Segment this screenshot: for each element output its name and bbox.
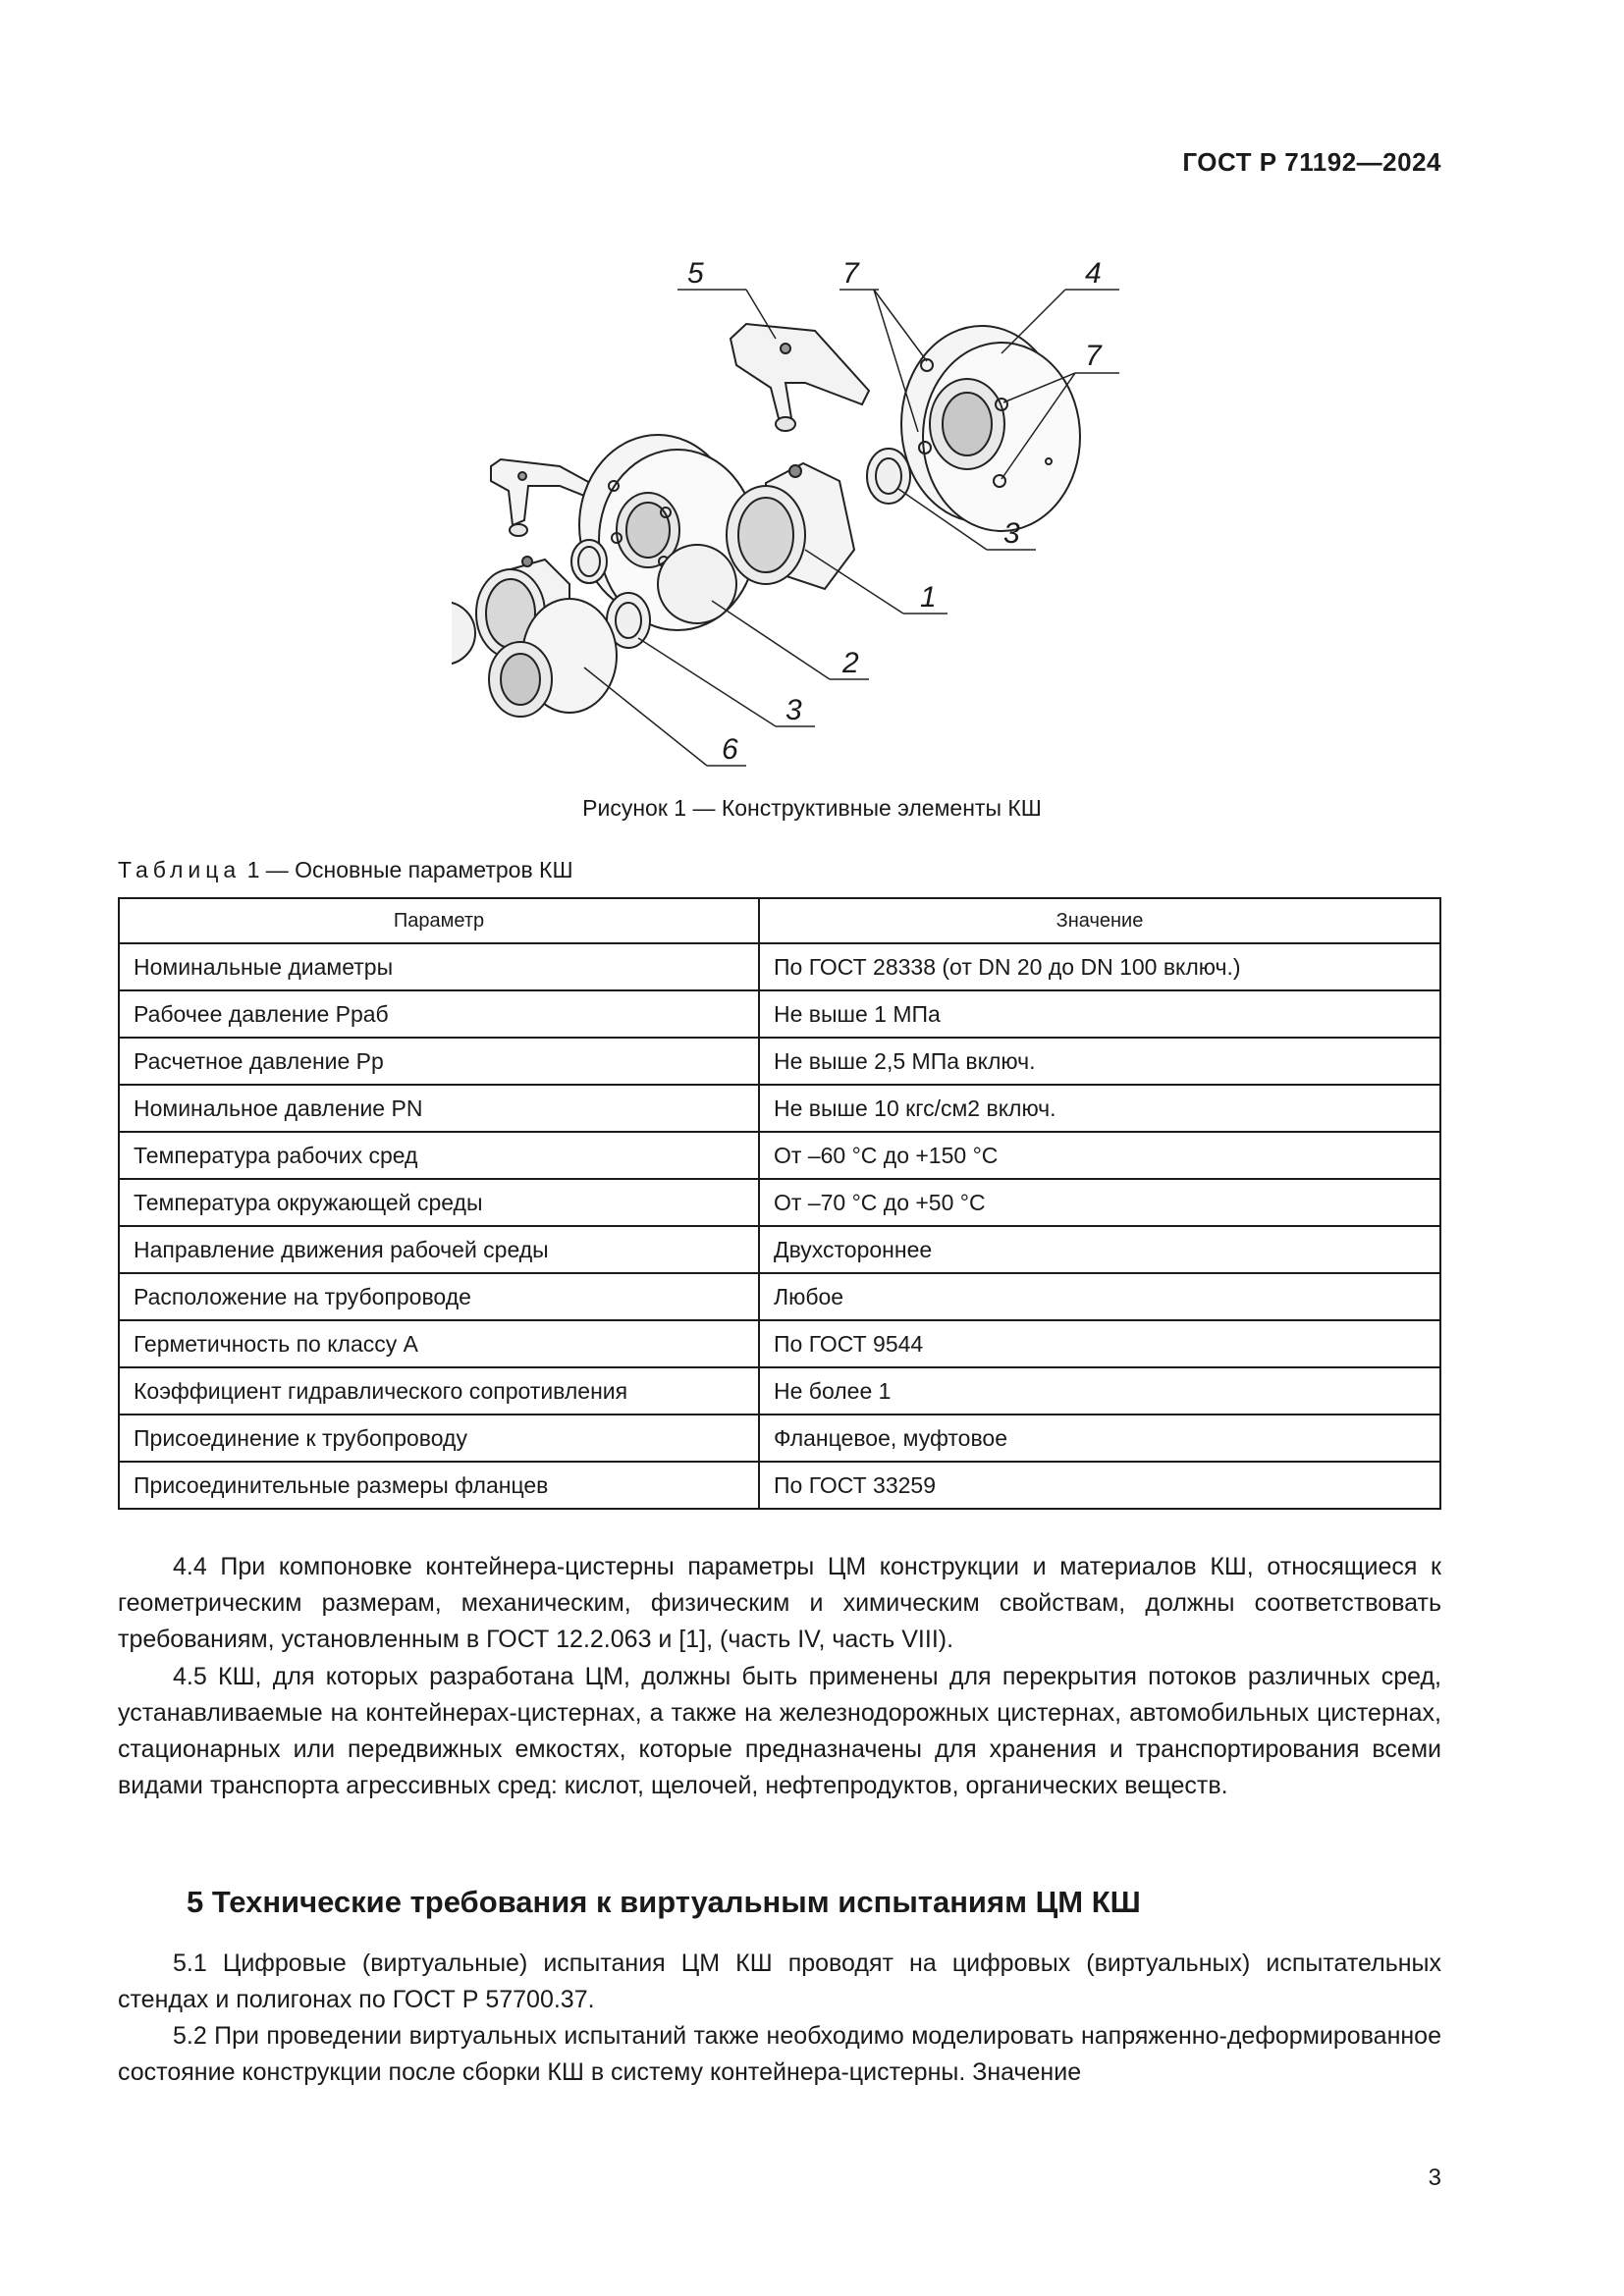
table-row: [119, 1367, 1440, 1415]
param-cell: Герметичность по классу А: [119, 1320, 759, 1367]
callout-7-top: 7: [842, 257, 859, 290]
table-row: [119, 1179, 1440, 1226]
paragraph-5-2: 5.2 При проведении виртуальных испытаний также необходимо моделировать напряженно-деформированное состояние конструкции после сборки КШ в систему контейнера-цистерны. Значение: [118, 2022, 1441, 2086]
table-row: [119, 943, 1440, 990]
table-row: [119, 1320, 1440, 1367]
param-cell: Присоединение к трубопроводу: [119, 1415, 759, 1462]
value-cell: Не выше 2,5 МПа включ.: [759, 1038, 1440, 1085]
clause-4-4: [118, 1549, 1441, 1658]
param-cell: Номинальные диаметры: [119, 943, 759, 990]
value-cell: Фланцевое, муфтовое: [759, 1415, 1440, 1462]
table-row: [119, 1415, 1440, 1462]
value-cell: По ГОСТ 9544: [759, 1320, 1440, 1367]
table-row: [119, 1226, 1440, 1273]
table-row: [119, 1085, 1440, 1132]
handle-part: [731, 324, 869, 430]
figure-caption: Рисунок 1 — Конструктивные элементы КШ: [582, 795, 1042, 821]
param-cell: Температура окружающей среды: [119, 1179, 759, 1226]
value-cell: Любое: [759, 1273, 1440, 1320]
param-cell: Направление движения рабочей среды: [119, 1226, 759, 1273]
paragraph-5-1: 5.1 Цифровые (виртуальные) испытания ЦМ КШ проводят на цифровых (виртуальных) испытательных стендах и полигонах по ГОСТ Р 57700.37.: [118, 1949, 1441, 2013]
callout-5: 5: [687, 257, 704, 290]
section-5-heading: 5 Технические требования к виртуальным испытаниям ЦМ КШ: [187, 1885, 1141, 1919]
seal-ring-right: [867, 449, 910, 504]
callout-4: 4: [1085, 257, 1102, 290]
paragraph-4-5: 4.5 КШ, для которых разработана ЦМ, должны быть применены для перекрытия потоков различных сред, устанавливаемые на контейнерах-цистернах, а также на железнодорожных цистернах, автомобильных цистернах, стационарных или передвижных емкостях, которые предназначены для хранения и транспортирования всеми видами транспорта агрессивных сред: кислот, щелочей, нефтепродуктов, органических веществ.: [118, 1663, 1441, 1799]
value-cell: От –70 °С до +50 °С: [759, 1179, 1440, 1226]
value-cell: По ГОСТ 28338 (от DN 20 до DN 100 включ.): [759, 943, 1440, 990]
value-cell: Не более 1: [759, 1367, 1440, 1415]
param-cell: Номинальное давление PN: [119, 1085, 759, 1132]
clause-5-1: [118, 1946, 1441, 2018]
parameters-table: [118, 897, 1441, 1510]
value-cell: Не выше 1 МПа: [759, 990, 1440, 1038]
table-row: [119, 1132, 1440, 1179]
callout-3-left: 3: [785, 694, 802, 726]
callout-2: 2: [842, 647, 859, 679]
table-title-rest: 1 — Основные параметров КШ: [246, 857, 573, 882]
value-cell: Не выше 10 кгс/см2 включ.: [759, 1085, 1440, 1132]
table-row: [119, 990, 1440, 1038]
table-row: [119, 1273, 1440, 1320]
value-cell: От –60 °С до +150 °С: [759, 1132, 1440, 1179]
param-cell: Температура рабочих сред: [119, 1132, 759, 1179]
standard-designation: ГОСТ Р 71192—2024: [1182, 147, 1441, 177]
header-parameter: Параметр: [119, 898, 759, 943]
value-cell: По ГОСТ 33259: [759, 1462, 1440, 1509]
header-value: Значение: [759, 898, 1440, 943]
callout-7-right: 7: [1085, 340, 1102, 372]
table-title-word: Таблица: [118, 857, 242, 882]
ball-part: [658, 545, 736, 623]
table-row: [119, 1038, 1440, 1085]
callout-1: 1: [920, 581, 937, 614]
callout-6: 6: [722, 733, 738, 766]
table-title: [118, 857, 573, 883]
value-cell: Двухстороннее: [759, 1226, 1440, 1273]
clause-4-5: [118, 1659, 1441, 1804]
table-row: [119, 1462, 1440, 1509]
param-cell: Расположение на трубопроводе: [119, 1273, 759, 1320]
param-cell: Присоединительные размеры фланцев: [119, 1462, 759, 1509]
clause-5-2: [118, 2018, 1441, 2091]
param-cell: Рабочее давление Pраб: [119, 990, 759, 1038]
paragraph-4-4: 4.4 При компоновке контейнера-цистерны параметры ЦМ конструкции и материалов КШ, относящиеся к геометрическим размерам, механическим, физическим и химическим свойствам, должны соответствовать требованиям, установленным в ГОСТ 12.2.063 и [1], (часть IV, часть VIII).: [118, 1553, 1441, 1653]
page-number: 3: [1428, 2164, 1441, 2191]
param-cell: Коэффициент гидравлического сопротивления: [119, 1367, 759, 1415]
callout-3-right: 3: [1003, 517, 1020, 550]
param-cell: Расчетное давление Pр: [119, 1038, 759, 1085]
